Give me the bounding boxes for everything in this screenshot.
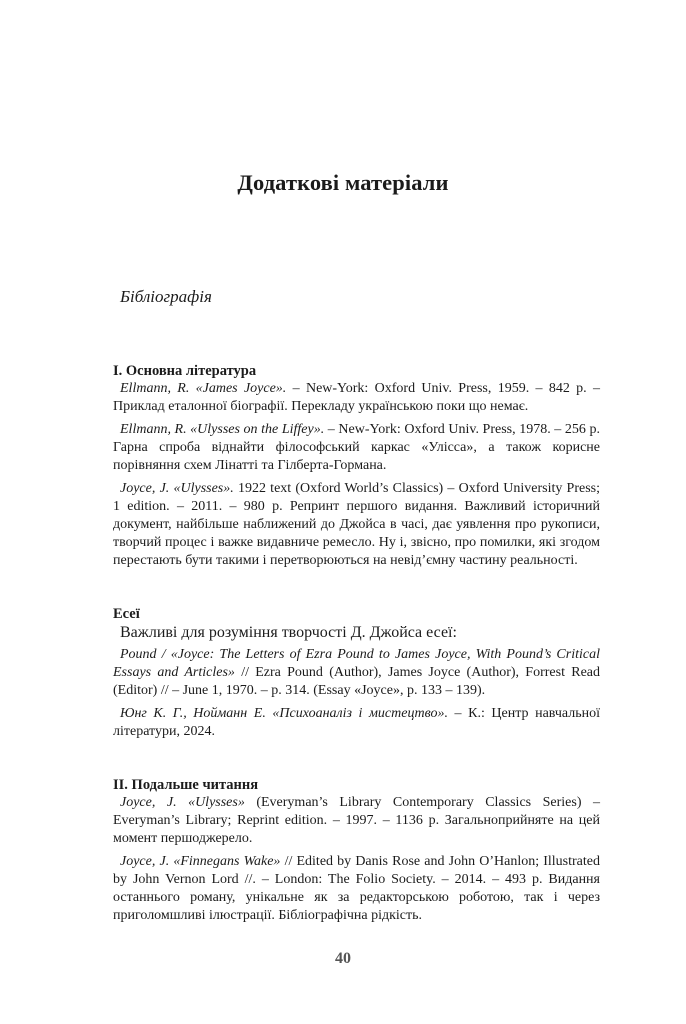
entry-details: // Edited by Danis Rose and John O’Hanlon; Illustrated by John Vernon Lord //. – London: The Folio Society. – 2014. – 493 p. Видання останнього роману, унікальне як за редакторською роботою, так і через приголомшливі ілюстрації. Бібліографічна рідкість. — [113, 854, 600, 923]
entry-author-title: Ellmann, R. «James Joyce». — [120, 381, 287, 396]
entry-details: // Ezra Pound (Author), James Joyce (Author), Forrest Read (Editor) // – June 1, 1970. – p. 314. (Essay «Joyce», p. 133 – 139). — [113, 665, 600, 698]
entry-author-title: Joyce, J. «Ulysses» — [120, 795, 245, 810]
bibliography-entry — [113, 794, 600, 848]
bibliography-entry — [113, 380, 600, 416]
entry-author-title: Joyce, J. «Finnegans Wake» — [120, 854, 281, 869]
bibliography-entry — [113, 646, 600, 700]
section-spacer — [113, 575, 600, 605]
entry-details: – New-York: Oxford Univ. Press, 1959. – 842 p. – Приклад еталонної біографії. Перекладу українською поки що немає. — [113, 381, 600, 414]
bibliography-heading: Бібліографія — [120, 287, 212, 306]
entry-author-title: Юнг К. Г., Нойманн Е. «Психоаналіз і мистецтво». — [120, 706, 448, 721]
section-spacer — [113, 746, 600, 776]
bibliography-entry — [113, 705, 600, 741]
section-heading-main-literature: І. Основна література — [113, 363, 257, 379]
entry-details: 1922 text (Oxford World’s Classics) – Oxford University Press; 1 edition. – 2011. – 980 p. Репринт першого видання. Важливий історичний документ, найбільше наближений до Джойса в часі, дає уявлення про рукописи, творчий процес і важке видавниче ремесло. Ну і, звісно, про помилки, які згодом перестають бути такими і перетворюються на невід’ємну частину реальності. — [113, 481, 601, 568]
bibliography-entry — [113, 480, 600, 570]
page-number: 40 — [335, 950, 351, 967]
section-heading-further-reading: ІІ. Подальше читання — [113, 777, 259, 793]
bibliography-entry — [113, 421, 600, 475]
entry-author-title: Joyce, J. «Ulysses». — [120, 481, 234, 496]
section-intro: Важливі для розуміння творчості Д. Джойса есеї: — [120, 624, 457, 641]
section-heading-essays: Есеї — [113, 606, 140, 622]
entry-details: – К.: Центр навчальної літератури, 2024. — [113, 706, 600, 739]
bibliography-content — [113, 362, 600, 930]
entry-details: – New-York: Oxford Univ. Press, 1978. – 256 p. Гарна спроба віднайти філософський каркас «Улісса», а також корисне порівняння схем Лінатті та Гілберта-Гормана. — [113, 422, 600, 473]
entry-details: (Everyman’s Library Contemporary Classics Series) – Everyman’s Library; Reprint edition. – 1997. – 1136 p. Загальноприйняте на цей момент першоджерело. — [113, 795, 600, 846]
entry-author-title: Pound / «Joyce: The Letters of Ezra Pound to James Joyce, With Pound’s Critical Essays and Articles» — [113, 647, 600, 680]
page-title: Додаткові матеріали — [237, 170, 449, 195]
entry-author-title: Ellmann, R. «Ulysses on the Liffey». — [120, 422, 325, 437]
bibliography-entry — [113, 853, 600, 925]
